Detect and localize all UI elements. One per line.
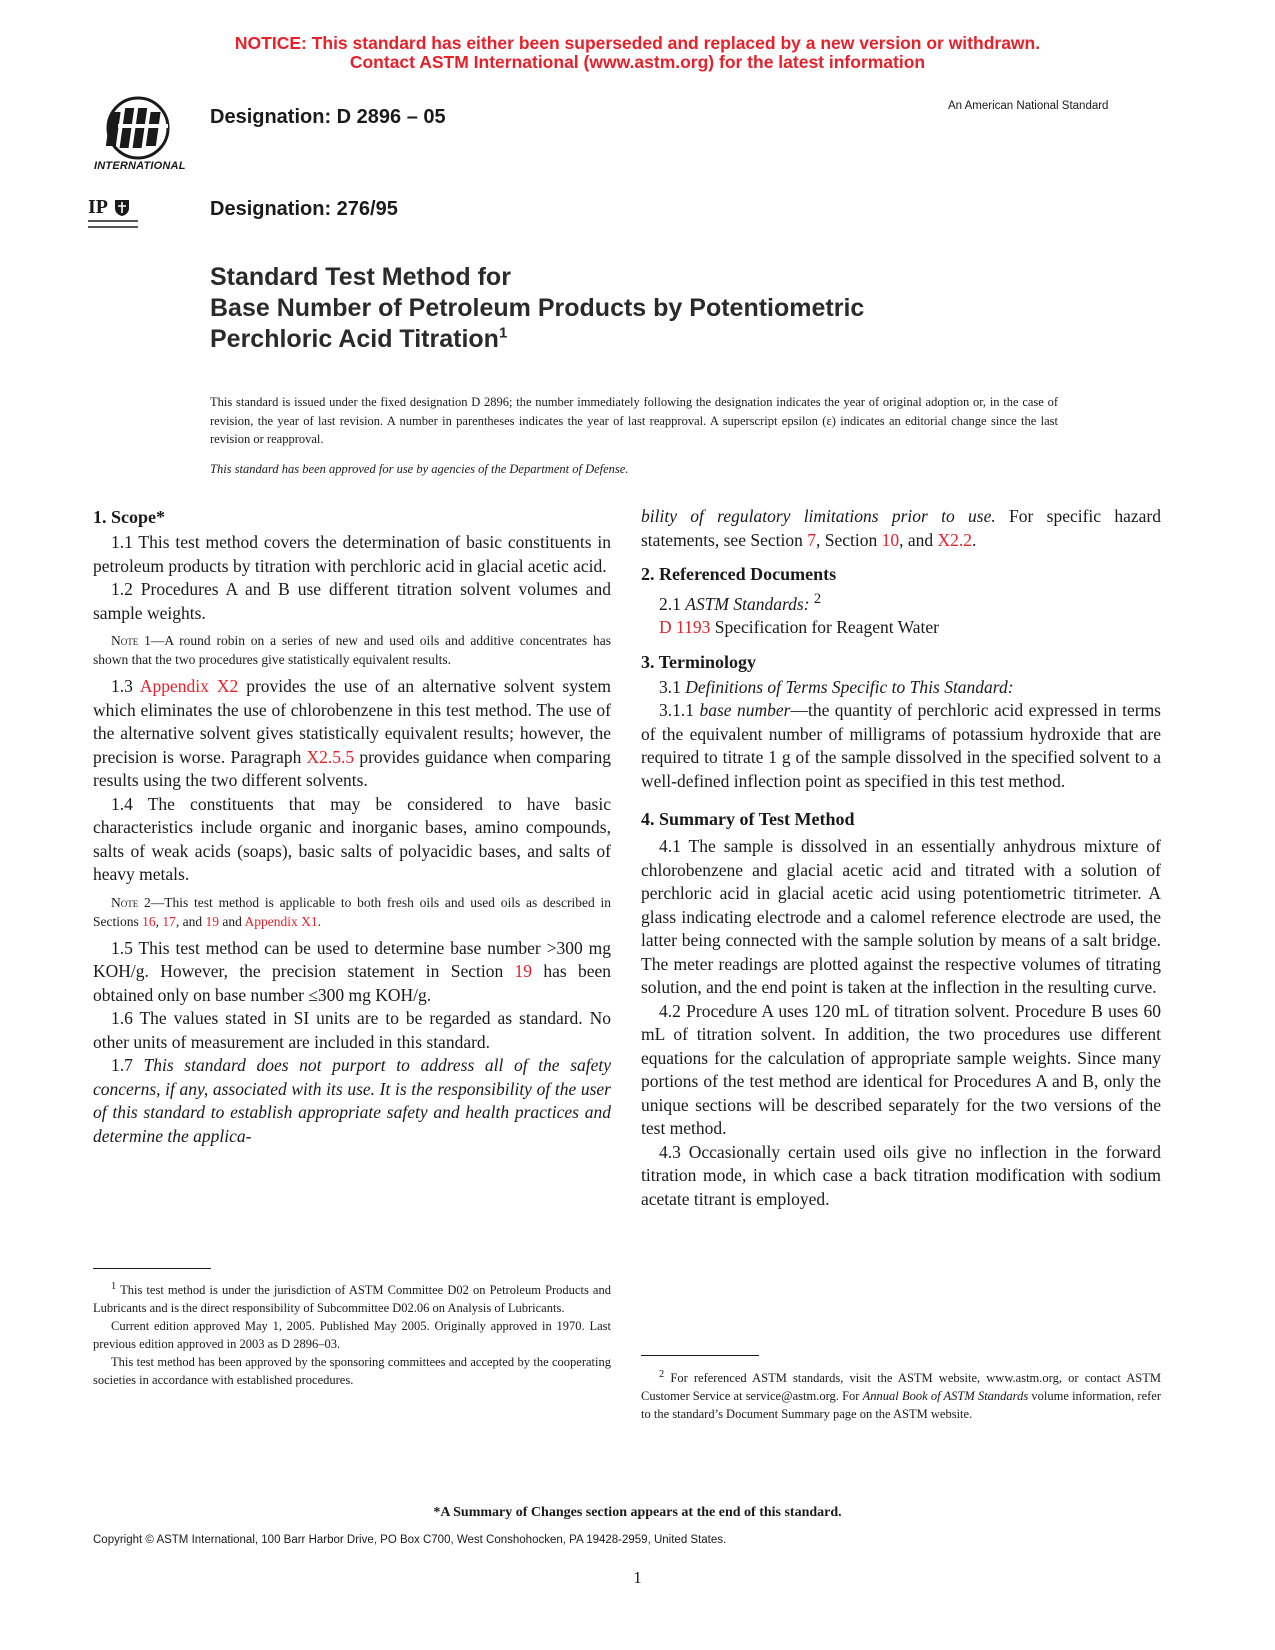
withdrawn-notice	[0, 34, 1275, 72]
para-4-2: 4.2 Procedure A uses 120 mL of titration solvent. Procedure B uses 60 mL of titration solvent. In addition, the two procedures use different equations for the calculation of appropriate sample weights. Since many portions of the test method are identical for Procedures A and B, only the unique sections will be described separately for the two versions of the test method.	[641, 1000, 1161, 1139]
note-1: Note 1—A round robin on a series of new and used oils and additive concentrates has shown that the two procedures give statistically equivalent results.	[93, 633, 612, 667]
para-1-7-cont: bility of regulatory limitations prior to use. For specific hazard statements, see Section 7, Section 10, and X2.2.	[641, 506, 1161, 550]
astm-logo	[88, 88, 198, 188]
notice-line-2: Contact ASTM International (www.astm.org) for the latest information	[349, 52, 926, 72]
footnote-2: $^2$ For referenced ASTM standards, visit the ASTM website, www.astm.org, or contact ASTM Customer Service at service@astm.org. For Annual Book of ASTM Standards volume information, refer to the standard’s Document Summary page on the ASTM website.	[641, 1369, 1161, 1422]
reference-d1193: D 1193 Specification for Reagent Water	[659, 617, 939, 638]
link-x2-2[interactable]: X2.2	[937, 529, 973, 550]
notice-line-1: NOTICE: This standard has either been superseded and replaced by a new version or withdrawn.	[234, 33, 1041, 53]
astm-logo-text: INTERNATIONAL	[94, 160, 186, 172]
para-3-1: 3.1 Definitions of Terms Specific to This Standard:	[659, 676, 1014, 697]
section-3-heading: 3. Terminology	[641, 651, 757, 672]
astm-designation: Designation: D 2896 – 05	[210, 106, 446, 128]
astm-logo-icon	[88, 88, 198, 188]
link-d1193[interactable]: D 1193	[659, 617, 711, 638]
para-1-7: 1.7 This standard does not purport to address all of the safety concerns, if any, associated with its use. It is the responsibility of the user of this standard to establish appropriate safety and health practices and determine the applica-	[93, 1055, 612, 1146]
footnote-1-approval: This test method has been approved by the sponsoring committees and accepted by the cooperating societies in accordance with established procedures.	[93, 1355, 611, 1388]
footnote-rule-left	[93, 1268, 211, 1269]
para-1-2: 1.2 Procedures A and B use different titration solvent volumes and sample weights.	[93, 579, 611, 623]
document-title	[210, 262, 864, 355]
ip-logo-text: IP	[88, 196, 108, 218]
dod-approval: This standard has been approved for use by agencies of the Department of Defense.	[210, 462, 629, 476]
summary-of-changes-note: *A Summary of Changes section appears at the end of this standard.	[433, 1505, 842, 1520]
para-1-3: 1.3 Appendix X2 provides the use of an alternative solvent system which eliminates the use of chlorobenzene in this test method. The use of the alternative solvent gives statistically equivalent results; however, the precision is worse. Paragraph X2.5.5 provides guidance when comparing results using the two different solvents.	[93, 676, 611, 790]
link-section-17[interactable]: 17	[162, 913, 176, 929]
ip-shield-icon	[114, 199, 130, 217]
footnote-rule-right	[641, 1355, 759, 1356]
footnote-2-mark: 2	[659, 1369, 665, 1380]
link-appendix-x1[interactable]: Appendix X1	[244, 913, 318, 929]
link-appendix-x2[interactable]: Appendix X2	[139, 676, 239, 696]
right-column	[641, 505, 1161, 1211]
title-line-1: Standard Test Method for	[210, 263, 511, 291]
para-1-1: 1.1 This test method covers the determination of basic constituents in petroleum products by titration with perchloric acid in glacial acetic acid.	[93, 532, 611, 576]
link-section-7[interactable]: 7	[807, 529, 816, 550]
para-1-4: 1.4 The constituents that may be considered to have basic characteristics include organic and inorganic bases, amino compounds, salts of weak acids (soaps), basic salts of polyacidic bases, and salts of heavy metals.	[93, 793, 611, 884]
left-column	[93, 505, 611, 1148]
link-section-19[interactable]: 19	[205, 913, 219, 929]
footnote-1-mark: 1	[111, 1281, 117, 1292]
para-4-3: 4.3 Occasionally certain used oils give no inflection in the forward titration mode, in which case a back titration modification with sodium acetate titrant is employed.	[641, 1141, 1161, 1209]
national-standard-label: An American National Standard	[948, 100, 1109, 112]
ip-designation: Designation: 276/95	[210, 198, 398, 220]
footnote-1-edition: Current edition approved May 1, 2005. Published May 2005. Originally approved in 1970. Last previous edition approved in 2003 as D 2896–03.	[93, 1319, 611, 1352]
note-2: Note 2—This test method is applicable to both fresh oils and used oils as described in Sections 16, 17, and 19 and Appendix X1.	[93, 894, 611, 929]
para-4-1: 4.1 The sample is dissolved in an essentially anhydrous mixture of chlorobenzene and glacial acetic acid and titrated with a solution of perchloric acid in glacial acetic acid using potentiometric titrimeter. A glass indicating electrode and a calomel reference electrode are used, the latter being connected with the sample solution by means of a salt bridge. The meter readings are plotted against the respective volumes of titrating solution, and the end point is taken at the inflection in the resulting curve.	[641, 836, 1161, 998]
section-2-heading: 2. Referenced Documents	[641, 564, 837, 584]
title-line-2: Base Number of Petroleum Products by Potentiometric	[210, 294, 865, 322]
ip-logo	[88, 196, 158, 240]
para-2-1: 2.1 ASTM Standards: $^2$	[659, 591, 822, 614]
section-1-heading: 1. Scope*	[93, 507, 165, 527]
para-1-5: 1.5 This test method can be used to determine base number >300 mg KOH/g. However, the precision statement in Section 19 has been obtained only on base number ≤300 mg KOH/g.	[93, 937, 611, 1005]
link-section-16[interactable]: 16	[142, 913, 156, 929]
link-x2-5-5[interactable]: X2.5.5	[306, 746, 355, 767]
link-section-19b[interactable]: 19	[514, 961, 533, 981]
para-3-1-1: 3.1.1 base number—the quantity of perchloric acid expressed in terms of the equivalent number of milligrams of potassium hydroxide that are required to titrate 1 g of the sample dissolved in the specified solvent to a well-defined inflection point as specified in this test method.	[641, 700, 1161, 791]
link-section-10[interactable]: 10	[881, 529, 900, 550]
para-1-6: 1.6 The values stated in SI units are to be regarded as standard. No other units of measurement are included in this standard.	[93, 1008, 611, 1052]
footnote-1: $^1$ This test method is under the jurisdiction of ASTM Committee D02 on Petroleum Products and Lubricants and is the direct responsibility of Subcommittee D02.06 on Analysis of Lubricants. Current edition approved May 1, 2005. Published May 2005. Originally approved in 1970. Last previous edition approved in 2003 as D 2896–03. This test method has been approved by the sponsoring committees and accepted by the cooperating societies in accordance with established procedures.	[93, 1281, 611, 1388]
title-line-3: Perchloric Acid Titration$^1$	[210, 324, 508, 353]
title-footnote-mark: 1	[498, 324, 508, 342]
preamble: This standard is issued under the fixed designation D 2896; the number immediately following the designation indicates the year of original adoption or, in the case of revision, the year of last revision. A number in parentheses indicates the year of last reapproval. A superscript epsilon (ε) indicates an editorial change since the last revision or reapproval.	[210, 395, 1058, 446]
page-number: 1	[633, 1568, 642, 1587]
copyright: Copyright © ASTM International, 100 Barr Harbor Drive, PO Box C700, West Conshohocken, PA 19428-2959, United States.	[93, 1534, 727, 1546]
section-4-heading: 4. Summary of Test Method	[641, 809, 855, 830]
